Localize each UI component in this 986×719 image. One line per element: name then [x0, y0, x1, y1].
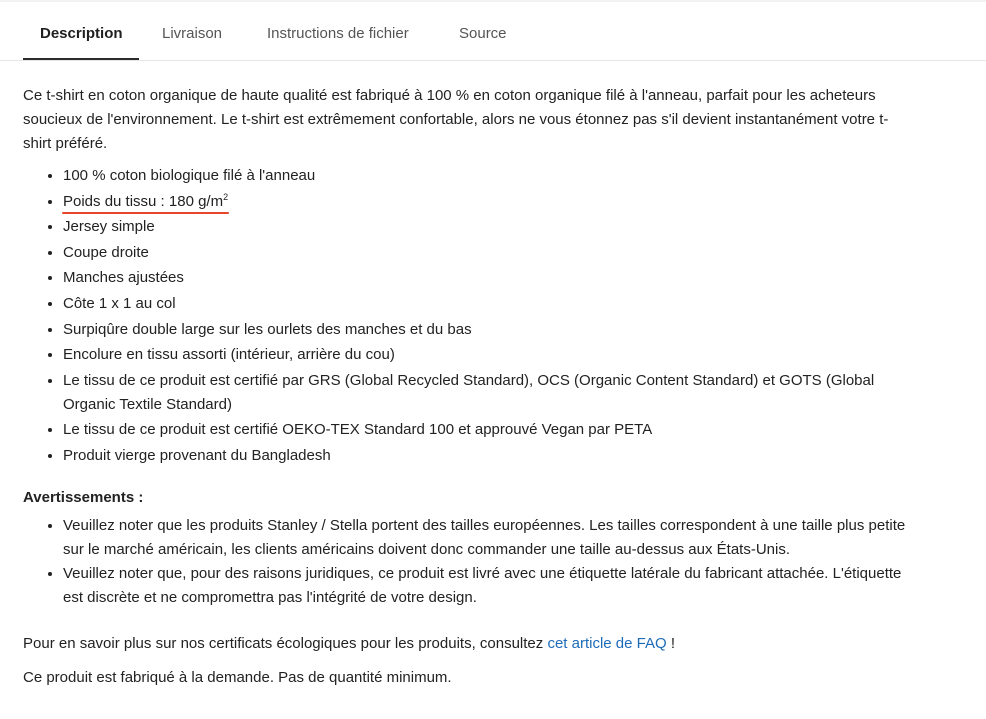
- tab-source[interactable]: Source: [459, 25, 507, 42]
- faq-link[interactable]: cet article de FAQ: [547, 634, 667, 652]
- feature-item: • Côte 1 x 1 au col: [63, 292, 913, 316]
- tab-bar: [0, 0, 986, 61]
- feature-item: • Le tissu de ce produit est certifié par GRS (Global Recycled Standard), OCS (Organic Content Standard) et GOTS (Global Organic Textile Standard): [63, 369, 913, 417]
- feature-item: • Manches ajustées: [63, 266, 913, 290]
- feature-item: • Le tissu de ce produit est certifié OEKO-TEX Standard 100 et approuvé Vegan par PETA: [63, 418, 913, 442]
- active-tab-indicator: [23, 58, 139, 60]
- tab-instructions-de-fichier[interactable]: Instructions de fichier: [267, 25, 409, 42]
- feature-item: • Produit vierge provenant du Bangladesh: [63, 444, 913, 468]
- footer-note: Ce produit est fabriqué à la demande. Pas de quantité minimum.: [23, 668, 452, 686]
- superscript: 2: [223, 191, 229, 202]
- faq-paragraph: Pour en savoir plus sur nos certificats écologiques pour les produits, consultez cet article de FAQ !: [23, 634, 675, 652]
- warning-item: • Veuillez noter que les produits Stanley / Stella portent des tailles européennes. Les tailles correspondent à une taille plus petite sur le marché américain, les clients américains doivent donc commander une taille au-dessus aux États-Unis.: [63, 514, 913, 562]
- tab-description[interactable]: Description: [40, 25, 123, 42]
- description-content: [23, 84, 913, 690]
- feature-item: • Surpiqûre double large sur les ourlets des manches et du bas: [63, 318, 913, 342]
- intro-paragraph: Ce t-shirt en coton organique de haute qualité est fabriqué à 100 % en coton organique filé à l'anneau, parfait pour les acheteurs soucieux de l'environnement. Le t-shirt est extrêmement confortable, alors ne vous étonnez pas s'il devient instantanément votre t-shirt préféré.: [23, 87, 889, 152]
- warnings-title: Avertissements :: [23, 488, 144, 506]
- fabric-weight-highlight: Poids du tissu : 180 $g/m^2$: [63, 190, 228, 214]
- feature-item: • Encolure en tissu assorti (intérieur, arrière du cou): [63, 343, 913, 367]
- feature-item: • Coupe droite: [63, 241, 913, 265]
- tab-livraison[interactable]: Livraison: [162, 25, 223, 42]
- feature-item: • 100 % coton biologique filé à l'anneau: [63, 164, 913, 188]
- feature-list: [23, 164, 913, 468]
- feature-item: • Jersey simple: [63, 215, 913, 239]
- warning-item: • Veuillez noter que, pour des raisons juridiques, ce produit est livré avec une étiquette latérale du fabricant attachée. L'étiquette est discrète et ne compromettra pas l'intégrité de votre design.: [63, 562, 913, 610]
- feature-item-fabric-weight: [63, 190, 913, 214]
- warnings-list: [23, 514, 913, 610]
